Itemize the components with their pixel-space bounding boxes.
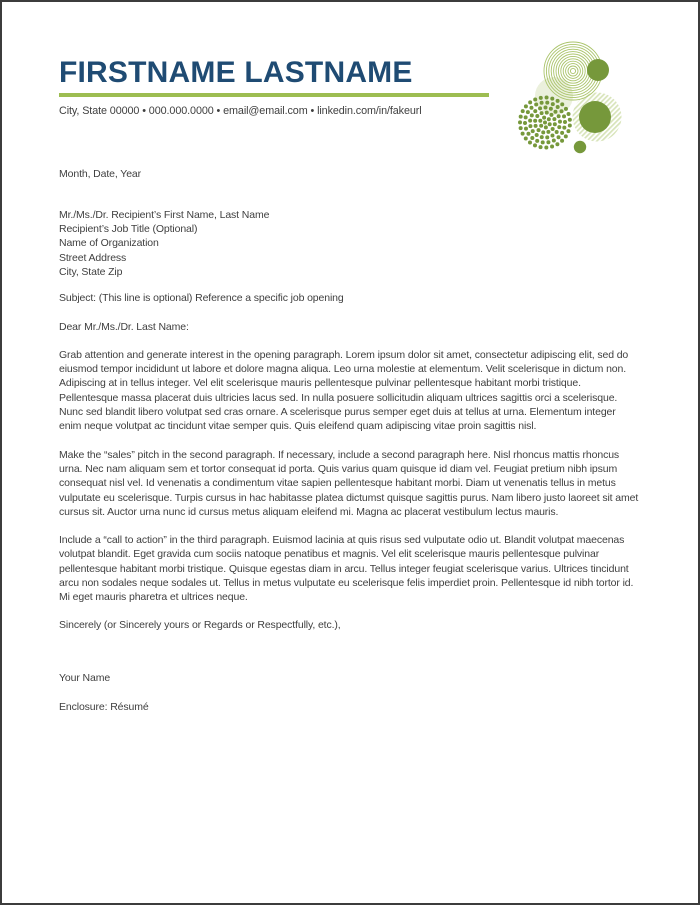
paragraph-sales-pitch: Make the “sales” pitch in the second paragraph. If necessary, include a second paragraph here. Nisl rhoncus mattis rhoncus urna. Nec nam aliquam sem et tortor consequat id porta. Quis varius quam quisque id diam vel. Feugiat pretium nibh ipsum consequat nisl vel. Id venenatis a condimentum vitae sapien pellentesque habitant morbi. Diam ut venenatis tellus in metus vulputate eu scelerisque. Turpis cursus in hac habitasse platea dictumst quisque sagittis purus. Nam libero justo laoreet sit amet cursus sit. Auctor urna nunc id cursus metus aliquam eleifend mi. Magna ac placerat vestibulum lectus mauris.	[59, 448, 639, 518]
header-rule	[59, 93, 489, 97]
sender-name: FIRSTNAME LASTNAME	[59, 56, 413, 89]
contact-line: City, State 00000 • 000.000.0000 • email@email.com • linkedin.com/in/fakeurl	[59, 104, 422, 117]
signature-name: Your Name	[59, 671, 111, 684]
closing-line: Sincerely (or Sincerely yours or Regards or Respectfully, etc.),	[59, 618, 341, 631]
paragraph-opening: Grab attention and generate interest in the opening paragraph. Lorem ipsum dolor sit amet, consectetur adipiscing elit, sed do eiusmod tempor incididunt ut labore et dolore magna aliqua. Leo urna molestie at elementum. Velit scelerisque in dictum non. Adipiscing at in tellus integer. Vel elit scelerisque mauris pellentesque pulvinar pellentesque habitant morbi tristique. Pellentesque massa placerat duis ultricies lacus sed. In nulla posuere sollicitudin aliquam ultrices sagittis orci a scelerisque. Nunc sed blandit libero volutpat sed cras ornare. A scelerisque purus semper eget duis at tellus at urna. Elementum integer enim neque volutpat ac tincidunt vitae semper quis. Quis eleifend quam adipiscing vitae proin sagittis nisl.	[59, 348, 629, 433]
letter-body	[59, 167, 639, 715]
enclosure-line: Enclosure: Résumé	[59, 701, 149, 714]
recipient-name: Mr./Ms./Dr. Recipient’s First Name, Last Name	[59, 208, 270, 221]
recipient-job-title: Recipient’s Job Title (Optional)	[59, 223, 198, 236]
paragraph-call-to-action: Include a “call to action” in the third paragraph. Euismod lacinia at quis risus sed vulputate odio ut. Blandit volutpat maecenas volutpat blandit. Eget gravida cum sociis natoque penatibus et magnis. Vel elit scelerisque mauris pellentesque pulvinar pellentesque habitant morbi tristique. Quisque egestas diam in arcu. Tellus integer feugiat scelerisque varius. Ultrices tincidunt arcu non sodales neque sodales ut. Tellus in metus vulputate eu scelerisque felis imperdiet proin. Pellentesque id nibh tortor id. Mi eget mauris pharetra et ultrices neque.	[59, 534, 634, 604]
date-line: Month, Date, Year	[59, 167, 142, 180]
salutation: Dear Mr./Ms./Dr. Last Name:	[59, 320, 189, 333]
recipient-city-state-zip: City, State Zip	[59, 265, 123, 278]
recipient-organization: Name of Organization	[59, 237, 159, 250]
recipient-street: Street Address	[59, 251, 127, 264]
recipient-block	[59, 208, 639, 279]
subject-line: Subject: (This line is optional) Reference a specific job opening	[59, 292, 344, 305]
